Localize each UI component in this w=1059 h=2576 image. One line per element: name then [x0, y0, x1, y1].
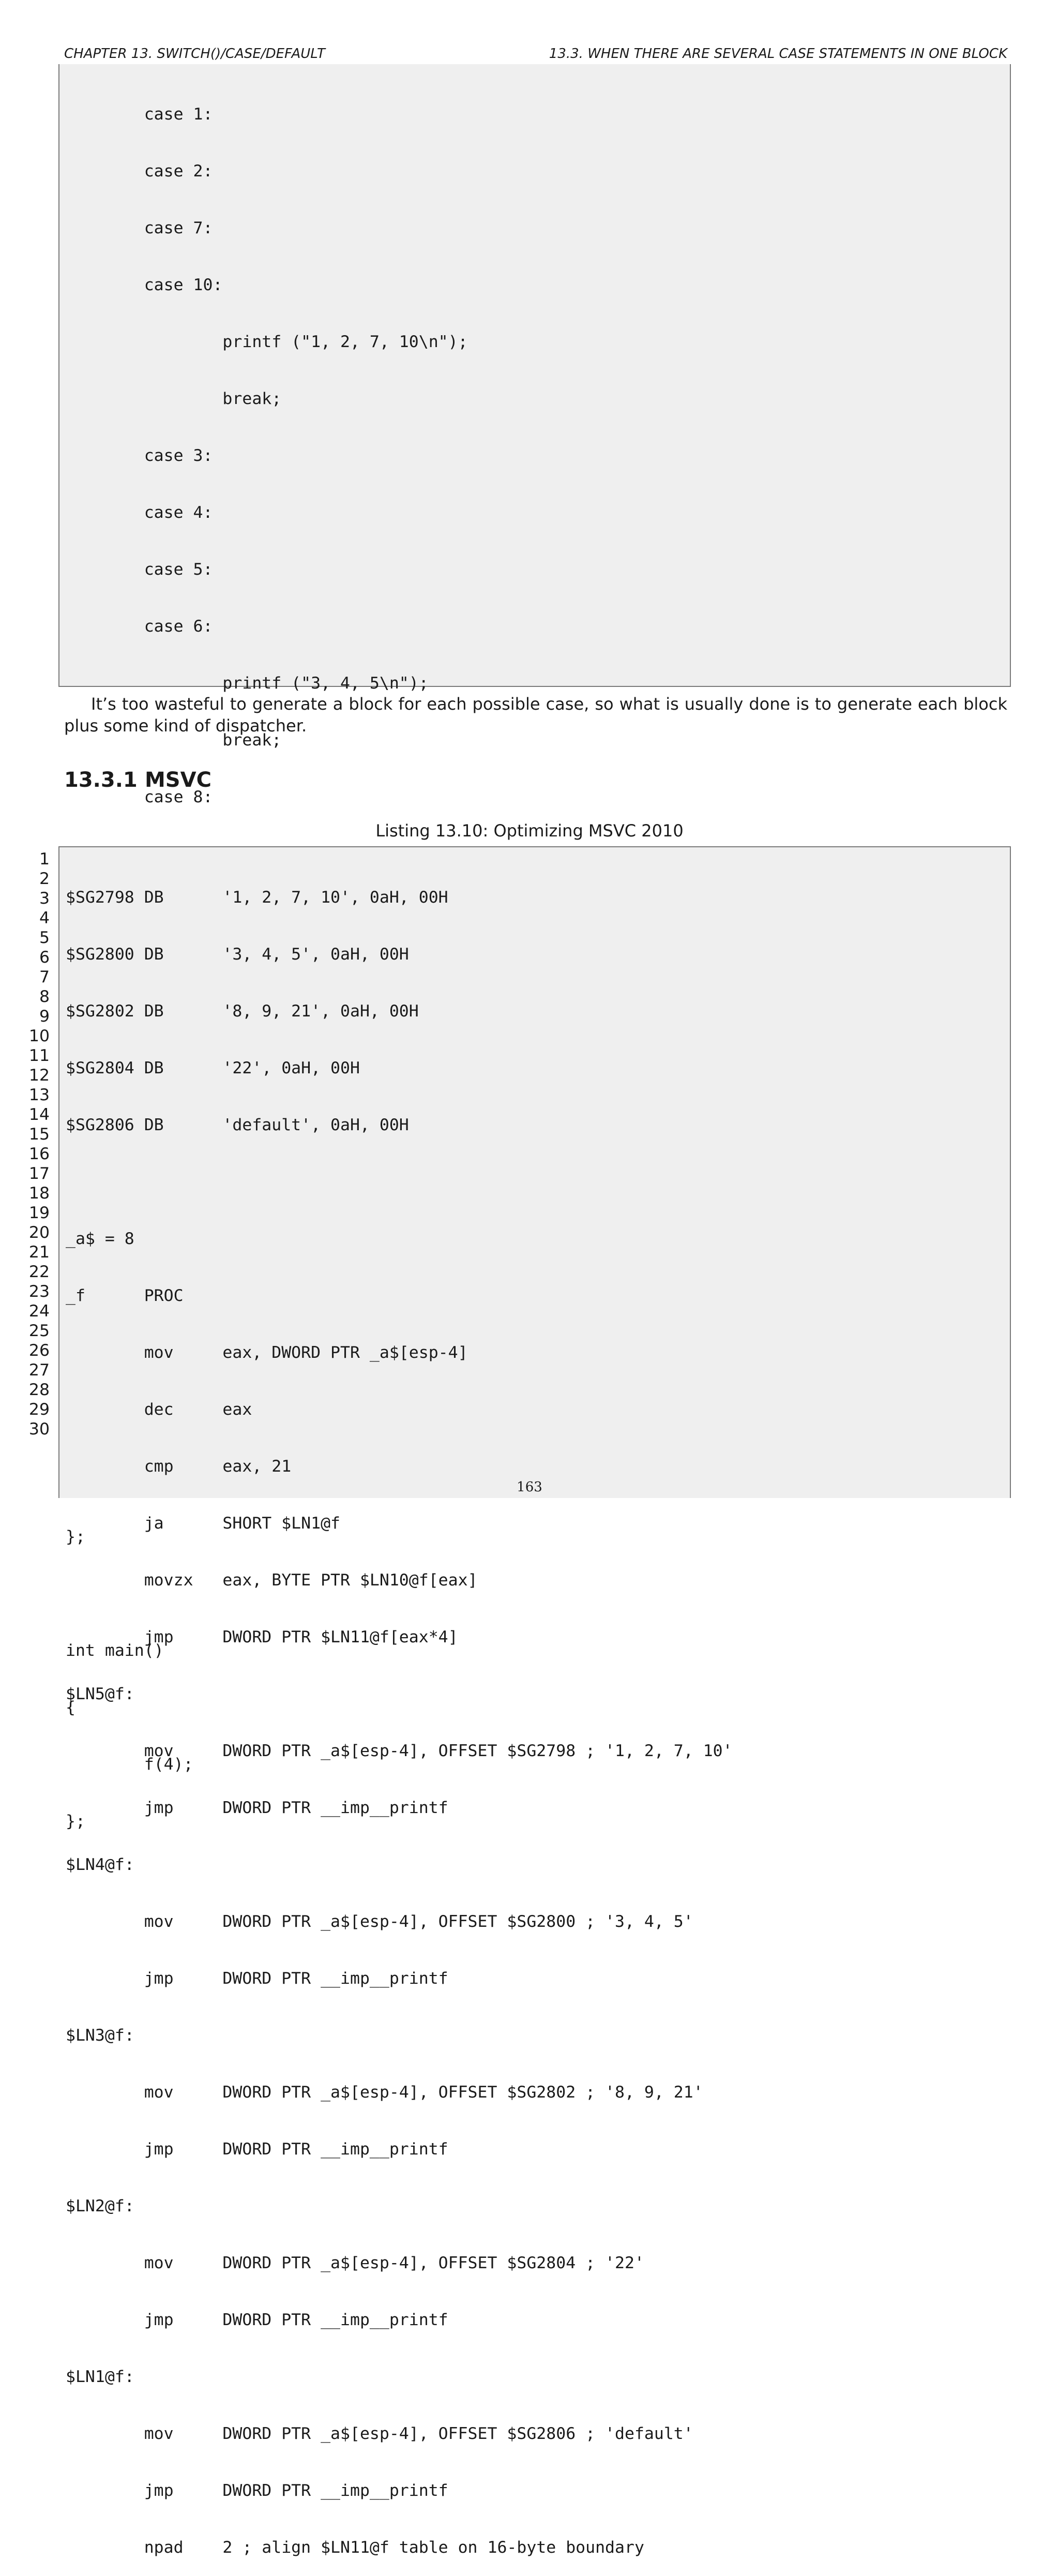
code-line: int main() [66, 1641, 164, 1660]
asm-line: mov DWORD PTR _a$[esp-4], OFFSET $SG2798 ; '1, 2, 7, 10' [66, 1742, 733, 1760]
asm-line: mov DWORD PTR _a$[esp-4], OFFSET $SG2800 ; '3, 4, 5' [66, 1912, 693, 1931]
asm-line: $SG2806 DB 'default', 0aH, 00H [66, 1116, 409, 1134]
line-number-gutter [21, 849, 50, 1439]
line-number: 18 [28, 1184, 50, 1203]
code-line: printf ("3, 4, 5\n"); [66, 674, 429, 693]
asm-line: $LN2@f: [66, 2197, 134, 2215]
asm-line: jmp DWORD PTR $LN11@f[eax*4] [66, 1628, 458, 1646]
line-number: 4 [39, 909, 50, 927]
asm-line: jmp DWORD PTR __imp__printf [66, 1969, 448, 1988]
code-line: break; [66, 390, 282, 408]
asm-line: ja SHORT $LN1@f [66, 1514, 341, 1533]
line-number: 13 [28, 1086, 50, 1104]
code-line: case 6: [66, 617, 213, 636]
asm-line: mov DWORD PTR _a$[esp-4], OFFSET $SG2802 ; '8, 9, 21' [66, 2083, 703, 2102]
code-line: case 2: [66, 162, 213, 181]
asm-line: mov DWORD PTR _a$[esp-4], OFFSET $SG2806 ; 'default' [66, 2424, 693, 2443]
asm-line: jmp DWORD PTR __imp__printf [66, 1799, 448, 1817]
line-number: 6 [39, 948, 50, 967]
section-title: 13.3. WHEN THERE ARE SEVERAL CASE STATEMENTS IN ONE BLOCK [549, 46, 1007, 62]
listing-caption: Listing 13.10: Optimizing MSVC 2010 [375, 821, 684, 841]
asm-line: $LN5@f: [66, 1685, 134, 1703]
code-line: case 8: [66, 788, 213, 806]
line-number: 10 [28, 1027, 50, 1045]
code-line: case 10: [66, 276, 223, 294]
chapter-title: CHAPTER 13. SWITCH()/CASE/DEFAULT [64, 46, 325, 62]
line-number: 15 [28, 1125, 50, 1144]
line-number: 17 [28, 1164, 50, 1183]
asm-line: $SG2798 DB '1, 2, 7, 10', 0aH, 00H [66, 888, 448, 907]
asm-line: movzx eax, BYTE PTR $LN10@f[eax] [66, 1571, 478, 1590]
asm-line: $LN4@f: [66, 1855, 134, 1874]
code-line: f(4); [66, 1755, 193, 1774]
line-number: 20 [28, 1223, 50, 1242]
asm-line: jmp DWORD PTR __imp__printf [66, 2311, 448, 2329]
asm-line: cmp eax, 21 [66, 1457, 292, 1476]
line-number: 23 [28, 1282, 50, 1301]
code-line: { [66, 1698, 75, 1717]
running-header [64, 44, 1007, 66]
asm-line: npad 2 ; align $LN11@f table on 16-byte boundary [66, 2538, 644, 2557]
asm-line: jmp DWORD PTR __imp__printf [66, 2481, 448, 2500]
line-number: 24 [28, 1302, 50, 1321]
code-line: break; [66, 731, 282, 750]
asm-line: $SG2802 DB '8, 9, 21', 0aH, 00H [66, 1002, 419, 1021]
body-paragraph: It’s too wasteful to generate a block for each possible case, so what is usually done is to generate each block plus some kind of dispatcher. [64, 694, 1007, 736]
line-number: 14 [28, 1105, 50, 1124]
line-number: 12 [28, 1066, 50, 1085]
code-line: case 7: [66, 219, 213, 237]
line-number: 8 [39, 987, 50, 1006]
line-number: 29 [28, 1400, 50, 1419]
line-number: 19 [28, 1204, 50, 1222]
asm-line [59, 1172, 1010, 1192]
code-line: case 5: [66, 560, 213, 579]
code-line: case 4: [66, 503, 213, 522]
section-number: 13.3.1 [64, 768, 138, 792]
section-title-text: MSVC [145, 768, 211, 792]
asm-line: _f PROC [66, 1286, 184, 1305]
line-number: 28 [28, 1381, 50, 1399]
asm-line: $SG2800 DB '3, 4, 5', 0aH, 00H [66, 945, 409, 964]
line-number: 9 [39, 1007, 50, 1026]
line-number: 22 [28, 1263, 50, 1281]
code-line: case 3: [66, 446, 213, 465]
line-number: 2 [39, 870, 50, 888]
asm-line: mov eax, DWORD PTR _a$[esp-4] [66, 1343, 468, 1362]
asm-line: $SG2804 DB '22', 0aH, 00H [66, 1059, 360, 1077]
page-number: 163 [517, 1479, 542, 1495]
asm-line: $LN1@f: [66, 2368, 134, 2386]
code-line: printf ("1, 2, 7, 10\n"); [66, 333, 468, 351]
code-line: }; [66, 1527, 85, 1546]
line-number: 25 [28, 1322, 50, 1340]
asm-line: $LN3@f: [66, 2026, 134, 2045]
line-number: 27 [28, 1361, 50, 1380]
line-number: 16 [28, 1145, 50, 1163]
code-line: }; [66, 1812, 85, 1831]
line-number: 30 [28, 1420, 50, 1439]
line-number: 7 [39, 968, 50, 986]
line-number: 1 [39, 850, 50, 868]
line-number: 3 [39, 889, 50, 908]
line-number: 11 [28, 1046, 50, 1065]
line-number: 26 [28, 1341, 50, 1360]
asm-line: jmp DWORD PTR __imp__printf [66, 2140, 448, 2159]
asm-line: _a$ = 8 [66, 1230, 134, 1248]
line-number: 5 [39, 928, 50, 947]
line-number: 21 [28, 1243, 50, 1262]
code-line: case 1: [66, 105, 213, 124]
asm-line: dec eax [66, 1400, 252, 1419]
section-heading [64, 766, 211, 795]
asm-line: mov DWORD PTR _a$[esp-4], OFFSET $SG2804 ; '22' [66, 2254, 644, 2272]
